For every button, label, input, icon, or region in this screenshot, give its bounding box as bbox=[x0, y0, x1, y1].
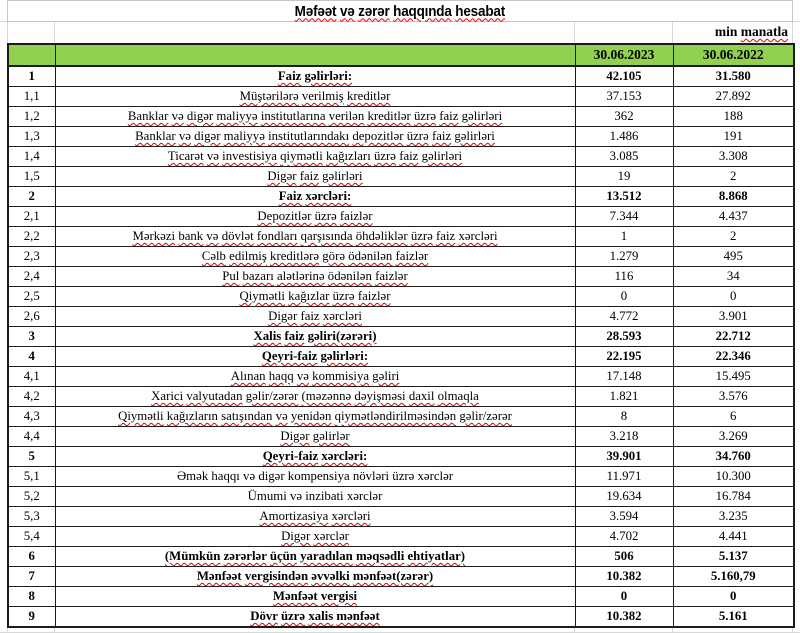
header-cell-label[interactable] bbox=[55, 44, 575, 66]
row-number-cell[interactable]: 2,4 bbox=[8, 267, 55, 287]
row-value-2023-cell[interactable]: 17.148 bbox=[575, 367, 673, 387]
row-number-cell[interactable]: 7 bbox=[8, 567, 55, 587]
row-label-cell[interactable]: Banklar və digər maliyyə institutlarındakı depozitlər üzrə faiz gəlirləri bbox=[55, 127, 575, 147]
row-number-cell[interactable]: 5,4 bbox=[8, 527, 55, 547]
table-row[interactable] bbox=[8, 467, 794, 487]
table-row[interactable] bbox=[8, 487, 794, 507]
row-value-2023-cell[interactable]: 42.105 bbox=[575, 66, 673, 87]
row-label-cell[interactable]: Xalis faiz gəliri(zərəri) bbox=[55, 327, 575, 347]
row-value-2023-cell[interactable]: 39.901 bbox=[575, 447, 673, 467]
table-row[interactable] bbox=[8, 66, 794, 87]
row-value-2022-cell[interactable]: 3.576 bbox=[673, 387, 794, 407]
row-value-2023-cell[interactable]: 7.344 bbox=[575, 207, 673, 227]
row-value-2022-cell[interactable]: 31.580 bbox=[673, 66, 794, 87]
row-label-cell[interactable]: Digər faiz gəlirləri bbox=[55, 167, 575, 187]
row-value-2023-cell[interactable]: 1 bbox=[575, 227, 673, 247]
row-value-2022-cell[interactable]: 3.308 bbox=[673, 147, 794, 167]
row-value-2022-cell[interactable]: 27.892 bbox=[673, 87, 794, 107]
row-value-2022-cell[interactable]: 0 bbox=[673, 587, 794, 607]
row-value-2023-cell[interactable]: 13.512 bbox=[575, 187, 673, 207]
row-number-cell[interactable]: 2 bbox=[8, 187, 55, 207]
row-value-2023-cell[interactable]: 3.218 bbox=[575, 427, 673, 447]
row-value-2023-cell[interactable]: 0 bbox=[575, 587, 673, 607]
row-number-cell[interactable]: 4,4 bbox=[8, 427, 55, 447]
row-number-cell[interactable]: 1,4 bbox=[8, 147, 55, 167]
table-row[interactable] bbox=[8, 407, 794, 427]
row-value-2022-cell[interactable]: 5.137 bbox=[673, 547, 794, 567]
row-number-cell[interactable]: 5,1 bbox=[8, 467, 55, 487]
row-label-cell[interactable]: Xarici valyutadan gəlir/zərər (məzənnə dəyişməsi daxil olmaqla bbox=[55, 387, 575, 407]
row-value-2022-cell[interactable]: 3.235 bbox=[673, 507, 794, 527]
row-label-cell[interactable]: Qiymətli kağızların satışından və yenidən qiymətləndirilməsindən gəlir/zərər bbox=[55, 407, 575, 427]
row-label-cell[interactable]: Qeyri-faiz gəlirləri: bbox=[55, 347, 575, 367]
row-label-cell[interactable]: Digər xərclər bbox=[55, 527, 575, 547]
row-number-cell[interactable]: 2,2 bbox=[8, 227, 55, 247]
header-col-30-06-2022[interactable]: 30.06.2022 bbox=[673, 44, 794, 66]
row-number-cell[interactable]: 8 bbox=[8, 587, 55, 607]
row-value-2023-cell[interactable]: 506 bbox=[575, 547, 673, 567]
row-value-2022-cell[interactable]: 4.437 bbox=[673, 207, 794, 227]
row-label-cell[interactable]: Banklar və digər maliyyə institutlarına verilən kreditlər üzrə faiz gəlirləri bbox=[55, 107, 575, 127]
row-value-2022-cell[interactable]: 4.441 bbox=[673, 527, 794, 547]
row-label-cell[interactable]: Depozitlər üzrə faizlər bbox=[55, 207, 575, 227]
row-value-2022-cell[interactable]: 34 bbox=[673, 267, 794, 287]
table-row[interactable] bbox=[8, 147, 794, 167]
row-label-cell[interactable]: Faiz gəlirləri: bbox=[55, 66, 575, 87]
row-number-cell[interactable]: 1,1 bbox=[8, 87, 55, 107]
row-number-cell[interactable]: 2,1 bbox=[8, 207, 55, 227]
row-label-cell[interactable]: (Mümkün zərərlər üçün yaradılan məqsədli ehtiyatlar) bbox=[55, 547, 575, 567]
table-row[interactable] bbox=[8, 567, 794, 587]
row-value-2022-cell[interactable]: 188 bbox=[673, 107, 794, 127]
row-number-cell[interactable]: 5,2 bbox=[8, 487, 55, 507]
row-value-2022-cell[interactable]: 8.868 bbox=[673, 187, 794, 207]
table-row[interactable] bbox=[8, 207, 794, 227]
row-label-cell[interactable]: Dövr üzrə xalis mənfəət bbox=[55, 607, 575, 628]
row-value-2023-cell[interactable]: 22.195 bbox=[575, 347, 673, 367]
report-title-row[interactable] bbox=[7, 0, 793, 22]
table-row[interactable] bbox=[8, 87, 794, 107]
row-value-2023-cell[interactable]: 10.382 bbox=[575, 607, 673, 628]
row-value-2022-cell[interactable]: 5.161 bbox=[673, 607, 794, 628]
table-row[interactable] bbox=[8, 507, 794, 527]
row-value-2022-cell[interactable]: 3.269 bbox=[673, 427, 794, 447]
row-value-2022-cell[interactable]: 6 bbox=[673, 407, 794, 427]
row-label-cell[interactable]: Digər faiz xərcləri bbox=[55, 307, 575, 327]
row-value-2023-cell[interactable]: 1.279 bbox=[575, 247, 673, 267]
row-value-2023-cell[interactable]: 3.594 bbox=[575, 507, 673, 527]
row-number-cell[interactable]: 4,2 bbox=[8, 387, 55, 407]
row-label-cell[interactable]: Əmək haqqı və digər kompensiya növləri üzrə xərclər bbox=[55, 467, 575, 487]
table-row[interactable] bbox=[8, 587, 794, 607]
row-label-cell[interactable]: Faiz xərcləri: bbox=[55, 187, 575, 207]
table-row[interactable] bbox=[8, 127, 794, 147]
row-number-cell[interactable]: 1,2 bbox=[8, 107, 55, 127]
table-row[interactable] bbox=[8, 267, 794, 287]
row-value-2023-cell[interactable]: 0 bbox=[575, 287, 673, 307]
unit-label-row[interactable] bbox=[7, 22, 791, 42]
row-value-2022-cell[interactable]: 2 bbox=[673, 227, 794, 247]
row-value-2022-cell[interactable]: 16.784 bbox=[673, 487, 794, 507]
row-value-2023-cell[interactable]: 28.593 bbox=[575, 327, 673, 347]
row-value-2022-cell[interactable]: 3.901 bbox=[673, 307, 794, 327]
row-number-cell[interactable]: 6 bbox=[8, 547, 55, 567]
table-row[interactable] bbox=[8, 347, 794, 367]
row-value-2023-cell[interactable]: 11.971 bbox=[575, 467, 673, 487]
row-number-cell[interactable]: 9 bbox=[8, 607, 55, 628]
row-label-cell[interactable]: Ticarət və investisiya qiymətli kağızları üzrə faiz gəlirləri bbox=[55, 147, 575, 167]
row-number-cell[interactable]: 1,5 bbox=[8, 167, 55, 187]
row-value-2022-cell[interactable]: 15.495 bbox=[673, 367, 794, 387]
row-number-cell[interactable]: 5,3 bbox=[8, 507, 55, 527]
table-row[interactable] bbox=[8, 227, 794, 247]
row-number-cell[interactable]: 3 bbox=[8, 327, 55, 347]
row-value-2023-cell[interactable]: 116 bbox=[575, 267, 673, 287]
row-number-cell[interactable]: 5 bbox=[8, 447, 55, 467]
row-value-2023-cell[interactable]: 8 bbox=[575, 407, 673, 427]
row-label-cell[interactable]: Mənfəət vergisi bbox=[55, 587, 575, 607]
row-label-cell[interactable]: Müştərilərə verilmiş kreditlər bbox=[55, 87, 575, 107]
table-row[interactable] bbox=[8, 527, 794, 547]
table-row[interactable] bbox=[8, 427, 794, 447]
row-label-cell[interactable]: Mərkəzi bank və dövlət fondları qarşısında öhdəliklər üzrə faiz xərcləri bbox=[55, 227, 575, 247]
row-value-2023-cell[interactable]: 3.085 bbox=[575, 147, 673, 167]
table-row[interactable] bbox=[8, 607, 794, 628]
row-value-2023-cell[interactable]: 4.772 bbox=[575, 307, 673, 327]
row-value-2023-cell[interactable]: 19 bbox=[575, 167, 673, 187]
unit-label: min manatla bbox=[714, 24, 788, 39]
report-title: Məfəət və zərər haqqında hesabat bbox=[294, 2, 506, 20]
row-value-2022-cell[interactable]: 495 bbox=[673, 247, 794, 267]
row-label-cell[interactable]: Qeyri-faiz xərcləri: bbox=[55, 447, 575, 467]
table-row[interactable] bbox=[8, 367, 794, 387]
header-col-30-06-2023[interactable]: 30.06.2023 bbox=[575, 44, 673, 66]
row-number-cell[interactable]: 2,3 bbox=[8, 247, 55, 267]
row-number-cell[interactable]: 2,5 bbox=[8, 287, 55, 307]
row-number-cell[interactable]: 1 bbox=[8, 66, 55, 87]
row-number-cell[interactable]: 4,3 bbox=[8, 407, 55, 427]
row-value-2022-cell[interactable]: 22.712 bbox=[673, 327, 794, 347]
row-value-2022-cell[interactable]: 0 bbox=[673, 287, 794, 307]
table-row[interactable] bbox=[8, 387, 794, 407]
row-value-2023-cell[interactable]: 37.153 bbox=[575, 87, 673, 107]
row-value-2022-cell[interactable]: 10.300 bbox=[673, 467, 794, 487]
row-label-cell[interactable]: Pul bazarı alətlərinə ödənilən faizlər bbox=[55, 267, 575, 287]
header-cell-number[interactable] bbox=[8, 44, 55, 66]
row-label-cell[interactable]: Mənfəət vergisindən əvvəlki mənfəət(zərər) bbox=[55, 567, 575, 587]
row-value-2022-cell[interactable]: 22.346 bbox=[673, 347, 794, 367]
row-number-cell[interactable]: 1,3 bbox=[8, 127, 55, 147]
table-row[interactable] bbox=[8, 307, 794, 327]
row-label-cell[interactable]: Digər gəlirlər bbox=[55, 427, 575, 447]
row-label-cell[interactable]: Ümumi və inzibati xərclər bbox=[55, 487, 575, 507]
row-value-2022-cell[interactable]: 2 bbox=[673, 167, 794, 187]
row-label-cell[interactable]: Amortizasiya xərcləri bbox=[55, 507, 575, 527]
table-row[interactable] bbox=[8, 167, 794, 187]
row-value-2022-cell[interactable]: 191 bbox=[673, 127, 794, 147]
table-row[interactable] bbox=[8, 247, 794, 267]
table-row[interactable] bbox=[8, 107, 794, 127]
row-value-2023-cell[interactable]: 362 bbox=[575, 107, 673, 127]
table-row[interactable] bbox=[8, 187, 794, 207]
table-row[interactable] bbox=[8, 287, 794, 307]
table-body bbox=[8, 66, 794, 627]
table-row[interactable] bbox=[8, 547, 794, 567]
row-value-2023-cell[interactable]: 1.486 bbox=[575, 127, 673, 147]
row-value-2023-cell[interactable]: 19.634 bbox=[575, 487, 673, 507]
table-row[interactable] bbox=[8, 447, 794, 467]
row-label-cell[interactable]: Alınan haqq və kommisiya gəliri bbox=[55, 367, 575, 387]
row-value-2022-cell[interactable]: 34.760 bbox=[673, 447, 794, 467]
row-value-2023-cell[interactable]: 10.382 bbox=[575, 567, 673, 587]
row-label-cell[interactable]: Cəlb edilmiş kreditlərə görə ödənilən faizlər bbox=[55, 247, 575, 267]
row-value-2023-cell[interactable]: 4.702 bbox=[575, 527, 673, 547]
table-header-row bbox=[8, 44, 794, 66]
row-value-2023-cell[interactable]: 1.821 bbox=[575, 387, 673, 407]
row-value-2022-cell[interactable]: 5.160,79 bbox=[673, 567, 794, 587]
row-number-cell[interactable]: 4 bbox=[8, 347, 55, 367]
row-label-cell[interactable]: Qiymətli kağızlar üzrə faizlər bbox=[55, 287, 575, 307]
row-number-cell[interactable]: 4,1 bbox=[8, 367, 55, 387]
profit-loss-table bbox=[7, 43, 795, 628]
table-row[interactable] bbox=[8, 327, 794, 347]
row-number-cell[interactable]: 2,6 bbox=[8, 307, 55, 327]
